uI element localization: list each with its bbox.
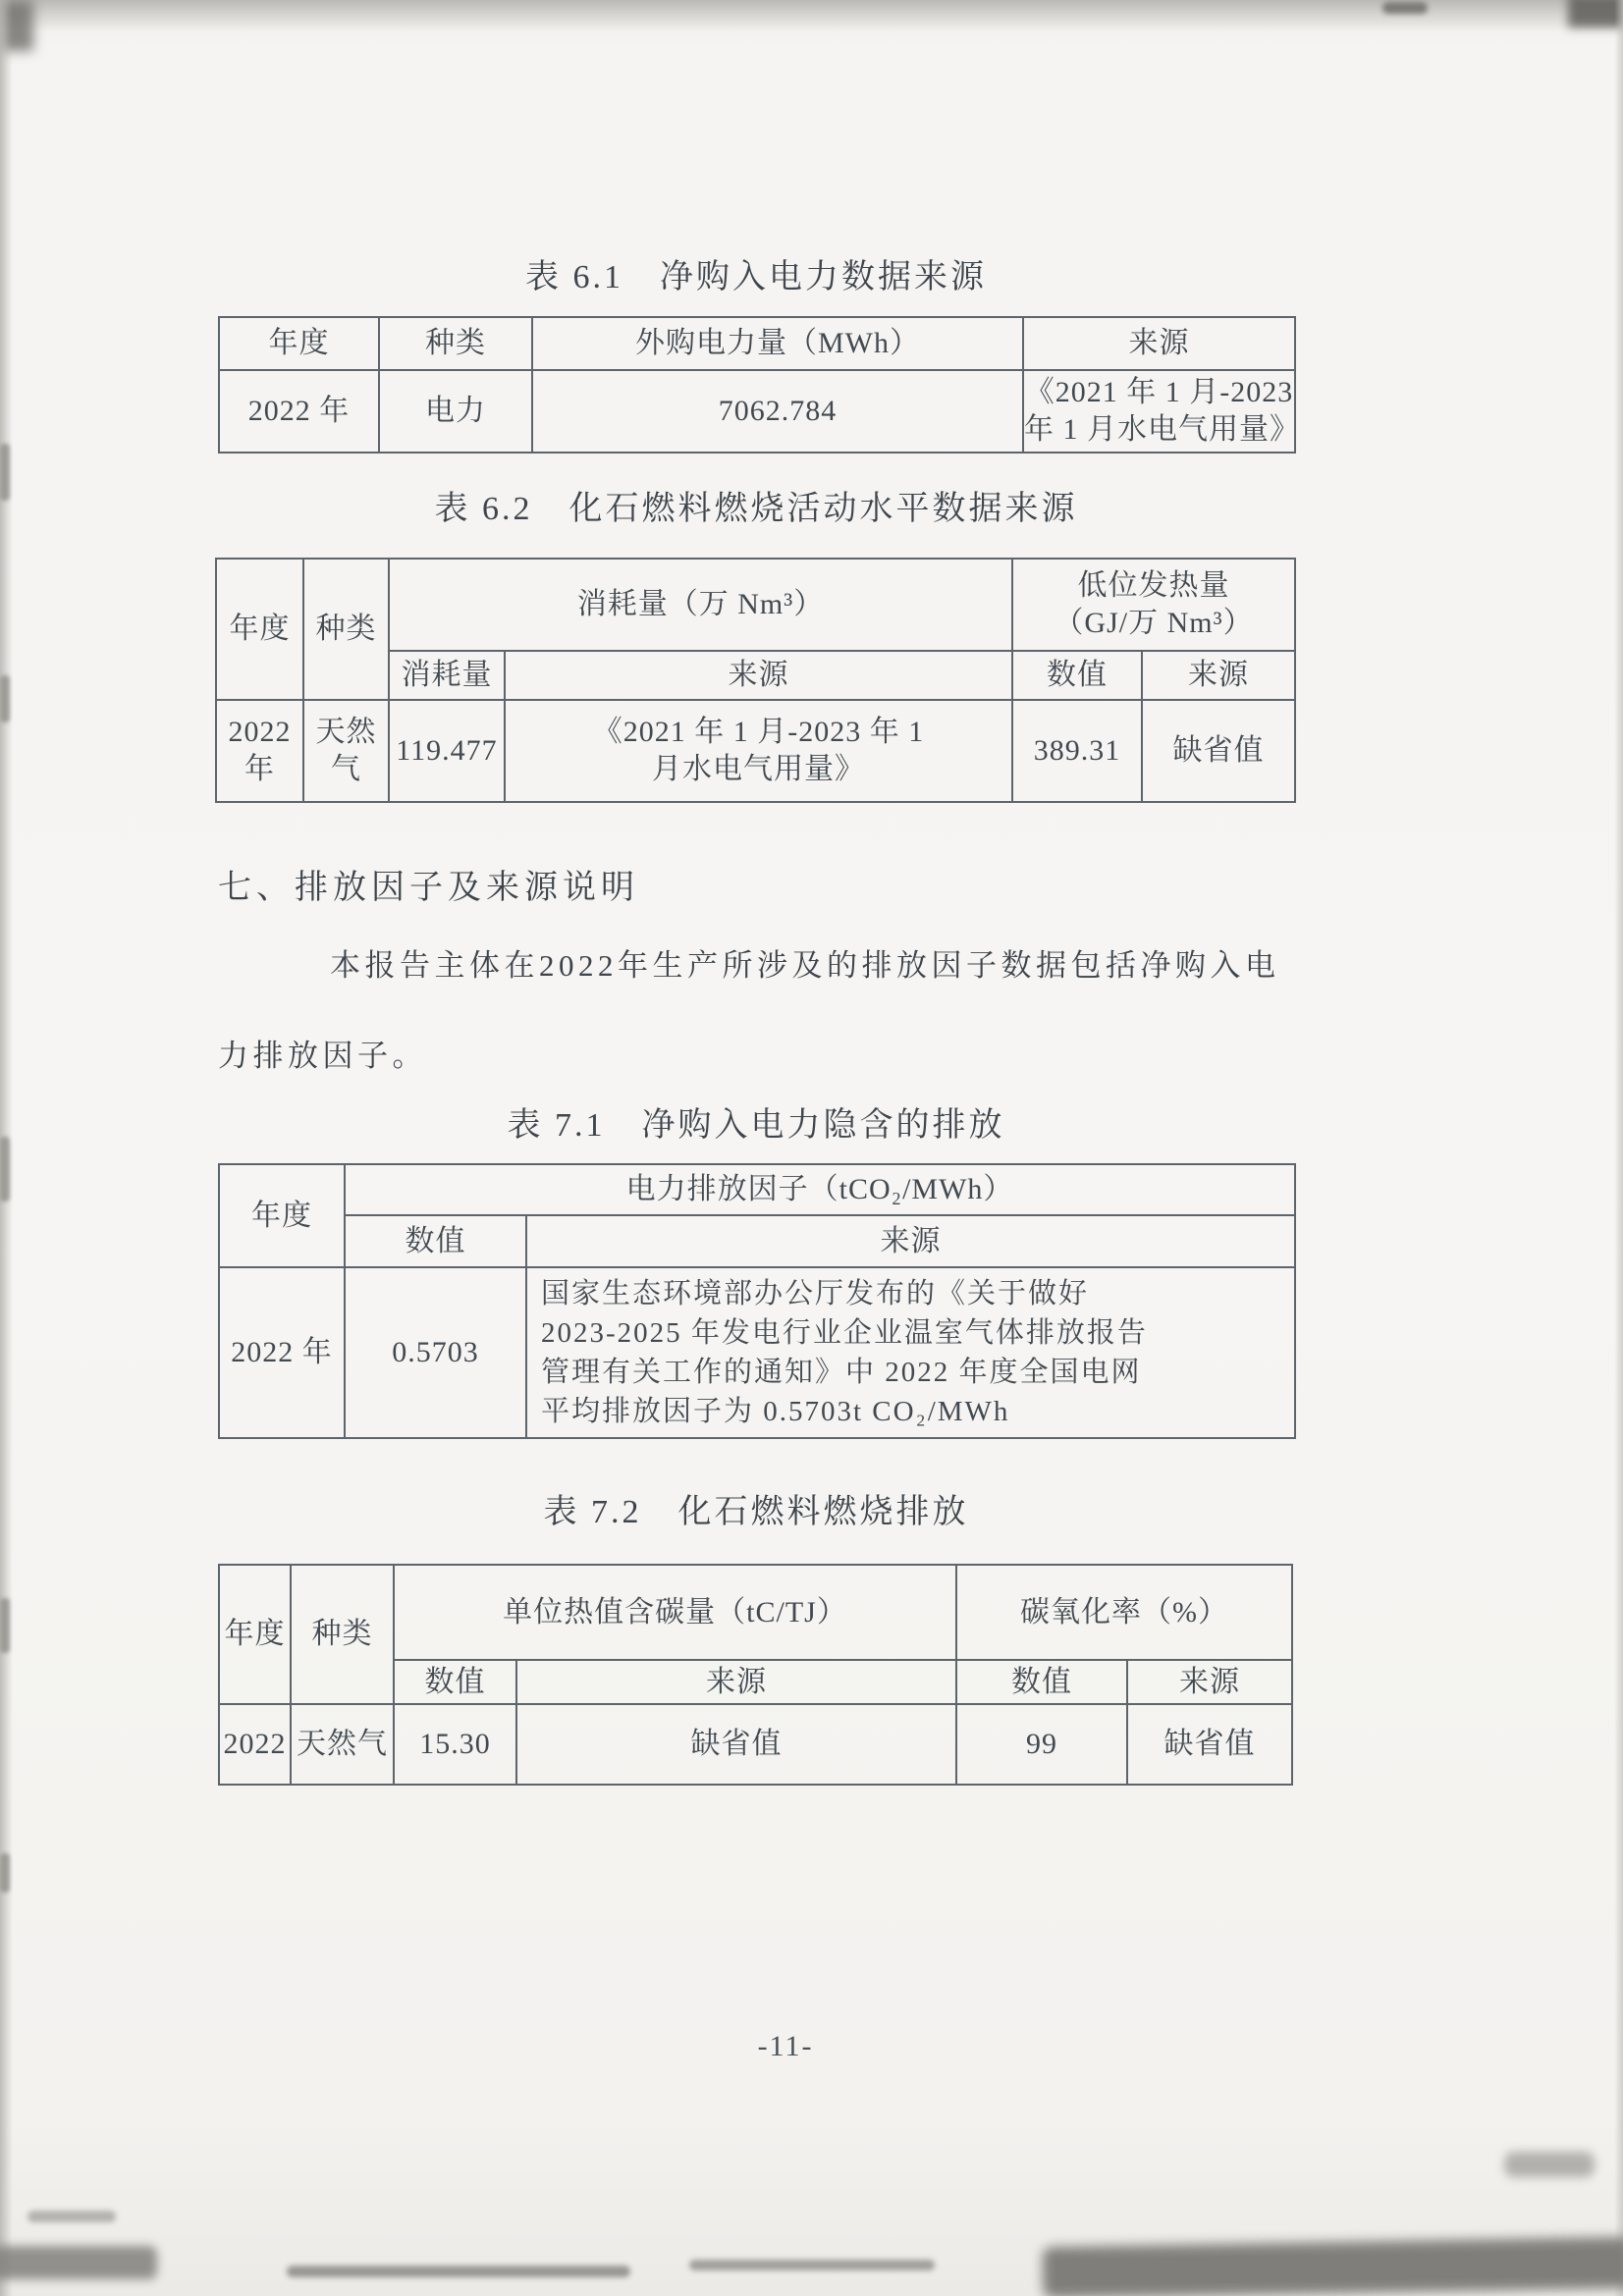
cell-oxidation-value: 99	[956, 1704, 1127, 1785]
table-row	[219, 370, 1295, 453]
cell-heat-source: 缺省值	[1142, 700, 1295, 802]
table-7-1-sub-header-row	[219, 1215, 1295, 1267]
scan-edge-mark	[0, 1598, 10, 1653]
cell-amount: 7062.784	[532, 370, 1023, 453]
table-7-2	[218, 1564, 1293, 1786]
scan-spot-top	[1382, 2, 1428, 14]
cell-type: 电力	[379, 370, 532, 453]
sub-header-source: 来源	[526, 1215, 1295, 1267]
cell-heat-value: 389.31	[1012, 700, 1142, 802]
cell-type: 天然气	[303, 700, 389, 802]
cell-year: 2022 年	[216, 700, 303, 802]
group-header-consumption: 消耗量（万 Nm³）	[389, 559, 1012, 651]
sub-header-carbon-value: 数值	[394, 1660, 516, 1704]
column-header-year: 年度	[219, 317, 379, 370]
scan-bottom-streak	[27, 2211, 116, 2222]
column-header-year: 年度	[219, 1565, 291, 1704]
scan-bottom-streak	[287, 2266, 630, 2277]
table-row	[219, 1267, 1295, 1438]
table-6-1-title: 表 6.1 净购入电力数据来源	[525, 259, 987, 295]
page-number: -11-	[757, 2030, 814, 2062]
scan-right-edge	[1614, 0, 1623, 2296]
section-heading: 七、排放因子及来源说明	[218, 870, 639, 906]
table-7-2-group-header-row	[219, 1565, 1292, 1660]
cell-carbon-source: 缺省值	[516, 1704, 956, 1785]
group-header-factor: 电力排放因子（tCO₂/MWh）	[345, 1164, 1295, 1215]
column-header-amount: 外购电力量（MWh）	[532, 317, 1023, 370]
group-header-heat-line2: （GJ/万 Nm³）	[1054, 607, 1254, 639]
sub-header-consumption-source: 来源	[505, 651, 1012, 700]
scan-bottom-streak	[689, 2260, 935, 2270]
column-header-type: 种类	[291, 1565, 394, 1704]
column-header-year: 年度	[219, 1164, 345, 1267]
cell-value: 0.5703	[345, 1267, 526, 1438]
table-7-2-title: 表 7.2 化石燃料燃烧排放	[543, 1494, 969, 1530]
paragraph-line-2: 力排放因子。	[218, 1039, 427, 1073]
group-header-heat-line1: 低位发热量	[1077, 569, 1230, 602]
cell-consumption: 119.477	[389, 700, 505, 802]
cell-source-line4: 平均排放因子为 0.5703t CO₂/MWh	[541, 1396, 1010, 1427]
cell-source-line2: 年 1 月水电气用量》	[1024, 413, 1300, 446]
cell-year: 2022 年	[219, 1267, 345, 1438]
column-header-type: 种类	[303, 559, 389, 700]
table-6-1	[218, 316, 1300, 454]
cell-source-line2: 2023-2025 年发电行业企业温室气体排放报告	[541, 1317, 1148, 1349]
table-6-1-header-row	[219, 317, 1295, 370]
table-6-2-group-header-row	[216, 559, 1295, 651]
cell-consumption-source	[505, 700, 1012, 802]
table-7-1	[218, 1163, 1296, 1439]
paragraph-line-1: 本报告主体在2022年生产所涉及的排放因子数据包括净购入电	[330, 948, 1280, 983]
sub-header-value: 数值	[345, 1215, 526, 1267]
group-header-oxidation: 碳氧化率（%）	[956, 1565, 1292, 1660]
scan-bottom-smudge	[0, 2246, 157, 2279]
table-6-2-title: 表 6.2 化石燃料燃烧活动水平数据来源	[434, 491, 1078, 527]
scan-edge-mark	[0, 1853, 10, 1893]
cell-source	[526, 1267, 1295, 1438]
scan-edge-mark	[0, 444, 10, 501]
cell-source-line2: 月水电气用量》	[652, 753, 865, 785]
scan-top-band	[0, 0, 1623, 31]
cell-carbon-value: 15.30	[394, 1704, 516, 1785]
sub-header-consumption-value: 消耗量	[389, 651, 505, 700]
cell-source-line3: 管理有关工作的通知》中 2022 年度全国电网	[541, 1357, 1142, 1388]
sub-header-oxidation-value: 数值	[956, 1660, 1127, 1704]
sub-header-carbon-source: 来源	[516, 1660, 956, 1704]
table-row	[216, 700, 1295, 802]
cell-year: 2022	[219, 1704, 291, 1785]
table-7-1-title: 表 7.1 净购入电力隐含的排放	[507, 1107, 1005, 1144]
group-header-carbon: 单位热值含碳量（tC/TJ）	[394, 1565, 956, 1660]
cell-source-line1: 《2021 年 1 月-2023 年 1	[592, 716, 925, 748]
sub-header-heat-value: 数值	[1012, 651, 1142, 700]
group-header-heat	[1012, 559, 1295, 651]
cell-oxidation-source: 缺省值	[1127, 1704, 1292, 1785]
cell-type: 天然气	[291, 1704, 394, 1785]
column-header-source: 来源	[1023, 317, 1295, 370]
sub-header-oxidation-source: 来源	[1127, 1660, 1292, 1704]
scan-edge-mark	[0, 1137, 10, 1201]
column-header-type: 种类	[379, 317, 532, 370]
scan-edge-mark	[0, 675, 10, 722]
column-header-year: 年度	[216, 559, 303, 700]
table-7-1-group-header-row	[219, 1164, 1295, 1215]
cell-source	[1023, 370, 1300, 453]
scan-bottom-smudge	[1043, 2237, 1623, 2296]
table-6-2	[215, 558, 1296, 803]
scan-side-smudge	[1504, 2152, 1595, 2177]
cell-source-line1: 国家生态环境部办公厅发布的《关于做好	[541, 1278, 1090, 1309]
table-row	[219, 1704, 1292, 1785]
sub-header-heat-source: 来源	[1142, 651, 1295, 700]
cell-source-line1: 《2021 年 1 月-2023	[1024, 376, 1294, 408]
cell-year: 2022 年	[219, 370, 379, 453]
